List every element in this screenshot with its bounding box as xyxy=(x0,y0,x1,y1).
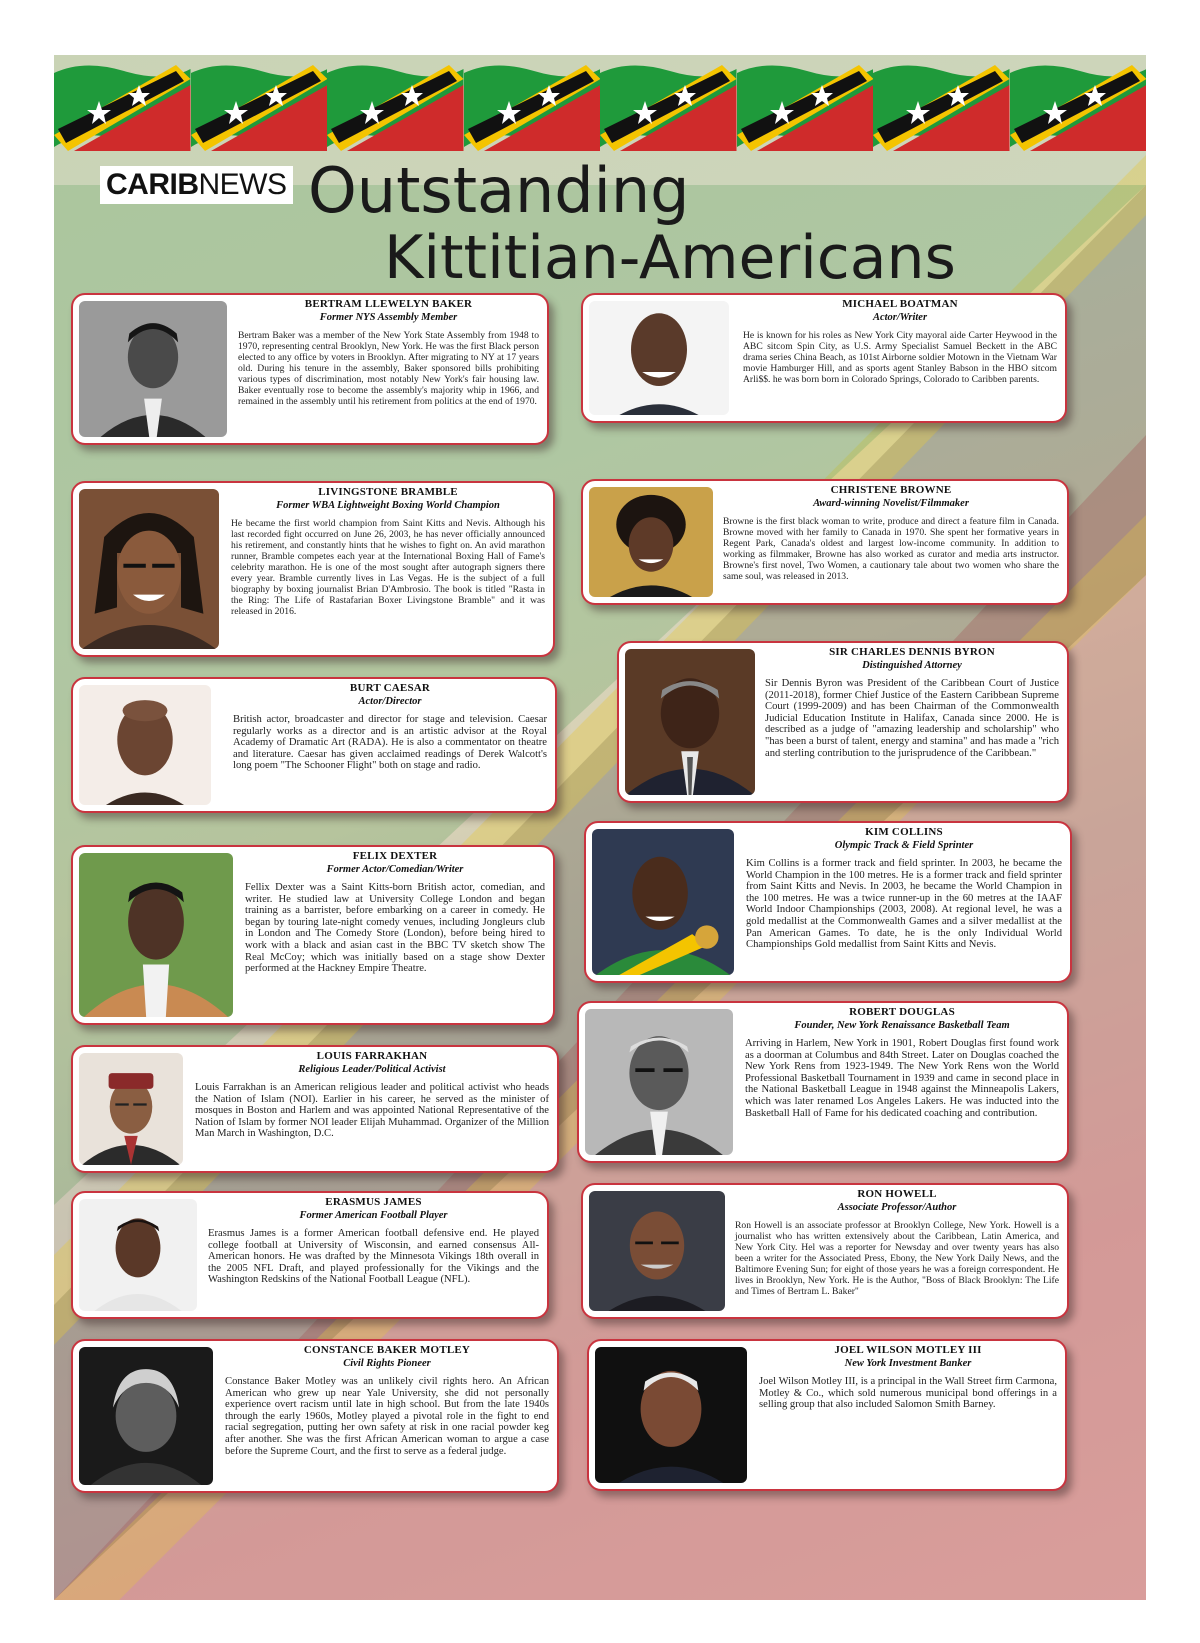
person-bio: Kim Collins is a former track and field sprinter. In 2003, he became the World Champion in the 100 metres. He is a former track and field sprinter from Saint Kitts and Nevis. In 2003, he became the World Champion in the 100 metres. He was a twice runner-up in the 60 metres at the IAAF World Indoor Championships (2003, 2008). At regional level, he was a gold medallist at the Commonwealth Games and a silver medallist at the Pan American Games. To date, he is the only Individual World Championships Gold medallist from Saint Kitts and Nevis. xyxy=(746,858,1062,951)
person-bio: Erasmus James is a former American football defensive end. He played college football at University of Wisconsin, and earned consensus All-American honors. He was drafted by the Minnesota Vikings 18th overall in the 2005 NFL Draft, and played professionally for the Vikings and the Washington Redskins of the National Football League (NFL). xyxy=(208,1228,539,1286)
flag-icon xyxy=(1010,55,1147,151)
flag-icon xyxy=(737,55,874,151)
person-name: JOEL WILSON MOTLEY III xyxy=(834,1344,982,1356)
profile-card-joel-wilson-motley xyxy=(587,1339,1067,1491)
person-role: Former American Football Player xyxy=(299,1210,448,1221)
profile-card-louis-farrakhan xyxy=(71,1045,559,1173)
profile-card-kim-collins xyxy=(584,821,1072,983)
person-name: ROBERT DOUGLAS xyxy=(849,1006,955,1018)
person-name: CONSTANCE BAKER MOTLEY xyxy=(303,1344,471,1356)
profile-card-constance-baker-motley xyxy=(71,1339,559,1493)
person-bio: He became the first world champion from Saint Kitts and Nevis. Although his last recorded fight occurred on June 26, 2003, he has never officially announced his retirement, and constantly hints that he wishes to fight on. An avid marathon runner, Bramble competes each year at the International Boxing Hall of Fame's celebrity marathon. He is one of the most sought after autograph signers there every year. Bramble currently lives in Las Vegas. He is the subject of a full biography by boxing journalist Brian D'Ambrosio. The book is titled "Rasta in the Ring: The Life of Rastafarian Boxer Livingstone Bramble" and it was released in 2016. xyxy=(231,518,545,617)
profile-card-robert-douglas xyxy=(577,1001,1069,1163)
portrait-photo xyxy=(595,1347,747,1483)
person-role: Religious Leader/Political Activist xyxy=(298,1064,446,1075)
portrait-photo xyxy=(79,489,219,649)
portrait-photo xyxy=(79,1199,197,1311)
profile-body xyxy=(231,486,545,651)
page-title-line-1: Outstanding xyxy=(308,154,690,227)
profile-body xyxy=(745,1006,1059,1157)
person-name: ERASMUS JAMES xyxy=(325,1196,422,1208)
person-bio: British actor, broadcaster and director for stage and television. Caesar regularly works as a director and is an artistic advisor at the Royal Academy of Dramatic Art (RADA). He is also a commentator on theatre and literature. Caesar has given acclaimed readings of Derek Walcott's long poem "The Schooner Flight" both on stage and radio. xyxy=(233,714,547,772)
portrait-photo xyxy=(79,853,233,1017)
person-role: Actor/Writer xyxy=(872,312,928,323)
person-name: FELIX DEXTER xyxy=(352,850,438,862)
flag-icon xyxy=(327,55,464,151)
profile-body xyxy=(195,1050,549,1167)
person-bio: Arriving in Harlem, New York in 1901, Robert Douglas first found work as a doorman at Columbus and 84th Street. Later on Douglas coached the New York Rens from 1923-1949. The New York Rens won the World Professional Basketball Tournament in 1939 and came in second place in the National Basketball League in 1948 against the Minneapolis Lakers, which was later renamed Los Angeles Lakers. He was inducted into the Basketball Hall of Fame for his dedicated coaching and contribution. xyxy=(745,1038,1059,1119)
flag-banner xyxy=(54,55,1146,151)
profile-body xyxy=(759,1344,1057,1485)
person-bio: Constance Baker Motley was an unlikely civil rights hero. An African American who grew up near Yale University, she did not personally experience overt racism until late in high school. But from the late 1940s through the early 1960s, Motley played a pivotal role in the fight to end racial segregation, putting her own safety at risk in one racial powder keg after another. She was the first African American woman to argue a case before the Supreme Court, and the first to serve as a federal judge. xyxy=(225,1376,549,1457)
profile-body xyxy=(746,826,1062,977)
person-bio: Ron Howell is an associate professor at Brooklyn College, New York. Howell is a journalist who has written extensively about the Caribbean, Latin America, and New York City. Hel was a reporter for Newsday and over twenty years has also been a writer for the Associated Press, Ebony, the New York Daily News, and the Baltimore Evening Sun; for eight of those years he was a foreign correspondent. He lives in Brooklyn, New York. He is the Author, "Boss of Black Brooklyn: The Life and Times of Bertram L. Baker" xyxy=(735,1220,1059,1297)
flag-icon xyxy=(54,55,191,151)
portrait-photo xyxy=(589,301,729,415)
profile-card-michael-boatman xyxy=(581,293,1067,423)
flag-icon xyxy=(191,55,328,151)
person-role: Founder, New York Renaissance Basketball Team xyxy=(794,1020,1010,1031)
portrait-photo xyxy=(585,1009,733,1155)
profile-body xyxy=(225,1344,549,1487)
profile-body xyxy=(208,1196,539,1313)
profile-card-charles-dennis-byron xyxy=(617,641,1069,803)
profile-body xyxy=(238,298,539,439)
person-role: Award-winning Novelist/Filmmaker xyxy=(813,498,969,509)
flag-icon xyxy=(464,55,601,151)
profile-card-burt-caesar xyxy=(71,677,557,813)
portrait-photo xyxy=(79,1347,213,1485)
person-bio: Bertram Baker was a member of the New York State Assembly from 1948 to 1970, representing central Brooklyn, New York. He was the first Black person elected to any office by voters in Brooklyn. After migrating to NY at 17 years old. During his tenure in the assembly, Baker sponsored bills prohibiting various types of discrimination, most notably New York's fair housing law. Baker eventually rose to become the assembly's majority whip in 1966, and remained in the assembly until his retirement from politics at the end of 1970. xyxy=(238,330,539,407)
person-bio: Sir Dennis Byron was President of the Caribbean Court of Justice (2011-2018), former Chief Justice of the Eastern Caribbean Supreme Court (1999-2009) and has been Chairman of the Commonwealth Judicial Education Institute in Halifax, Canada since 2000. He is described as a judge of "amazing leadership and scholarship" who "has been a burst of talent, energy and stamina" and has made a "rich and sterling contribution to the jurisprudence of the Caribbean." xyxy=(765,678,1059,759)
profile-card-felix-dexter xyxy=(71,845,555,1025)
profile-body xyxy=(743,298,1057,417)
profile-card-bertram-baker xyxy=(71,293,549,445)
profile-card-ron-howell xyxy=(581,1183,1069,1319)
page-title-line-2: Kittitian-Americans xyxy=(384,223,956,293)
portrait-photo xyxy=(625,649,755,795)
person-role: Former NYS Assembly Member xyxy=(319,312,458,323)
logo-regular-text: NEWS xyxy=(198,168,287,201)
person-bio: Fellix Dexter was a Saint Kitts-born British actor, comedian, and writer. He studied law at University College London and began training as a barrister, before embarking on a career in comedy. He began by touring late-night comedy venues, including Jongleurs club in London and The Comedy Store (London), before being hired to work with a black and asian cast in the BBC TV sketch show The Real McCoy; which was initially based on a stage show Dexter performed at the Hackney Empire Theatre. xyxy=(245,882,545,975)
flag-icon xyxy=(600,55,737,151)
profile-card-livingstone-bramble xyxy=(71,481,555,657)
logo-bold-text: CARIB xyxy=(106,168,199,201)
portrait-photo xyxy=(589,487,713,597)
profile-card-christene-browne xyxy=(581,479,1069,605)
person-role: Olympic Track & Field Sprinter xyxy=(834,840,974,851)
person-name: RON HOWELL xyxy=(857,1188,937,1200)
person-role: New York Investment Banker xyxy=(844,1358,972,1369)
person-name: LIVINGSTONE BRAMBLE xyxy=(318,486,458,498)
person-name: MICHAEL BOATMAN xyxy=(842,298,958,310)
person-bio: Browne is the first black woman to write, produce and direct a feature film in Canada. Browne moved with her family to Canada in 1970. She spent her formative years in Regent Park, Canada's oldest and largest low-income community. In addition to working as filmmaker, Browne has also worked as curator and media arts instructor. Browne's first novel, Two Women, a cautionary tale about two women who share the same soul, was released in 2013. xyxy=(723,516,1059,582)
person-role: Associate Professor/Author xyxy=(837,1202,957,1213)
person-name: LOUIS FARRAKHAN xyxy=(316,1050,428,1062)
poster xyxy=(54,55,1146,1600)
profile-body xyxy=(245,850,545,1019)
profile-body xyxy=(765,646,1059,797)
portrait-photo xyxy=(79,1053,183,1165)
caribnews-logo xyxy=(100,166,293,204)
person-role: Former Actor/Comedian/Writer xyxy=(326,864,464,875)
portrait-photo xyxy=(592,829,734,975)
flag-icon xyxy=(873,55,1010,151)
person-role: Former WBA Lightweight Boxing World Champion xyxy=(276,500,500,511)
person-name: KIM COLLINS xyxy=(865,826,943,838)
person-name: SIR CHARLES DENNIS BYRON xyxy=(829,646,995,658)
person-bio: Joel Wilson Motley III, is a principal in the Wall Street firm Carmona, Motley & Co., which sold numerous municipal bond offerings in a selling group that also included Salomon Smith Barney. xyxy=(759,1376,1057,1411)
person-role: Distinguished Attorney xyxy=(862,660,962,671)
profile-card-erasmus-james xyxy=(71,1191,549,1319)
person-role: Civil Rights Pioneer xyxy=(343,1358,431,1369)
person-bio: Louis Farrakhan is an American religious leader and political activist who heads the Nation of Islam (NOI). Earlier in his career, he served as the minister of mosques in Boston and Harlem and was appointed National Representative of the Nation of Islam by former NOI leader Elijah Muhammad. Organizer of the Million Man March in Washington, D.C. xyxy=(195,1082,549,1140)
person-role: Actor/Director xyxy=(358,696,422,707)
person-bio: He is known for his roles as New York City mayoral aide Carter Heywood in the ABC sitcom Spin City, as U.S. Army Specialist Samuel Beckett in the ABC drama series China Beach, as 101st Airborne soldier Motown in the Vietnam War movie Hamburger Hill, and as sports agent Stanley Babson in the HBO sitcom Arli$$. he was born born in Colorado Springs, Colorado to Caribben parents. xyxy=(743,330,1057,385)
profile-body xyxy=(233,682,547,807)
person-name: CHRISTENE BROWNE xyxy=(830,484,952,496)
profile-body xyxy=(735,1188,1059,1313)
person-name: BERTRAM LLEWELYN BAKER xyxy=(304,298,473,310)
portrait-photo xyxy=(79,685,211,805)
portrait-photo xyxy=(589,1191,725,1311)
profile-body xyxy=(723,484,1059,599)
person-name: BURT CAESAR xyxy=(349,682,431,694)
portrait-photo xyxy=(79,301,227,437)
